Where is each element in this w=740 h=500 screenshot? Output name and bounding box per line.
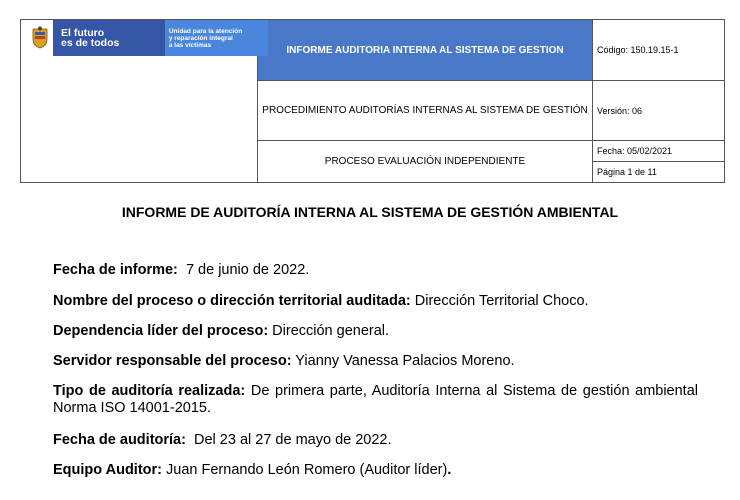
version-cell: Versión: 06 (593, 81, 725, 141)
field-audit-type (53, 383, 698, 417)
field-value: Dirección Territorial Choco. (410, 293, 589, 309)
date-label: Fecha: 05/02/2021 (593, 141, 724, 162)
document-title: INFORME DE AUDITORÍA INTERNA AL SISTEMA DE GESTIÓN AMBIENTAL (121, 204, 619, 220)
field-value-end: . (447, 462, 452, 478)
field-label: Equipo Auditor: (53, 462, 162, 478)
logo-tagline-line2: es de todos (61, 37, 120, 49)
process-cell: PROCESO EVALUACIÓN INDEPENDIENTE (258, 141, 593, 183)
field-label: Tipo de auditoría realizada: (53, 383, 246, 399)
field-value: Dirección general. (268, 323, 390, 339)
code-cell: Código: 150.19.15-1 (593, 20, 725, 81)
page-number-label: Página 1 de 11 (597, 167, 657, 177)
logo-unit-line2: y reparación integral (168, 34, 233, 42)
logo-unit-line3: a las víctimas (168, 41, 212, 49)
field-label: Nombre del proceso o dirección territorial auditada: (53, 293, 411, 309)
logo-unit-line1: Unidad para la atención (168, 27, 243, 35)
field-lead-department (53, 323, 698, 340)
field-label: Dependencia líder del proceso: (53, 323, 269, 339)
field-audit-team (53, 462, 698, 479)
field-value: Juan Fernando León Romero (Auditor líder) (162, 462, 448, 478)
field-label: Fecha de informe: (53, 262, 178, 278)
logo-cell (21, 20, 258, 183)
field-process-name (53, 293, 698, 310)
coat-of-arms-icon (27, 20, 53, 56)
field-value: 7 de junio de 2022. (177, 262, 310, 278)
procedure-cell: PROCEDIMIENTO AUDITORÍAS INTERNAS AL SISTEMA DE GESTIÓN (258, 81, 593, 141)
field-value: Del 23 al 27 de mayo de 2022. (185, 432, 392, 448)
field-label: Servidor responsable del proceso: (53, 353, 292, 369)
date-page-cell (593, 141, 725, 183)
document-header-table (20, 19, 725, 183)
field-responsible-officer (53, 353, 698, 370)
field-report-date (53, 262, 698, 279)
report-title-cell: INFORME AUDITORIA INTERNA AL SISTEMA DE GESTION (258, 20, 593, 81)
institution-logo (27, 20, 268, 56)
logo-tagline-line1: El futuro (61, 27, 105, 39)
field-label: Fecha de auditoría: (53, 432, 186, 448)
field-value: De primera parte, Auditoría Interna al Sistema de gestión ambiental Norma ISO 14001-2015. (53, 383, 698, 416)
field-audit-date (53, 432, 698, 449)
field-value: Yianny Vanessa Palacios Moreno. (291, 353, 515, 369)
